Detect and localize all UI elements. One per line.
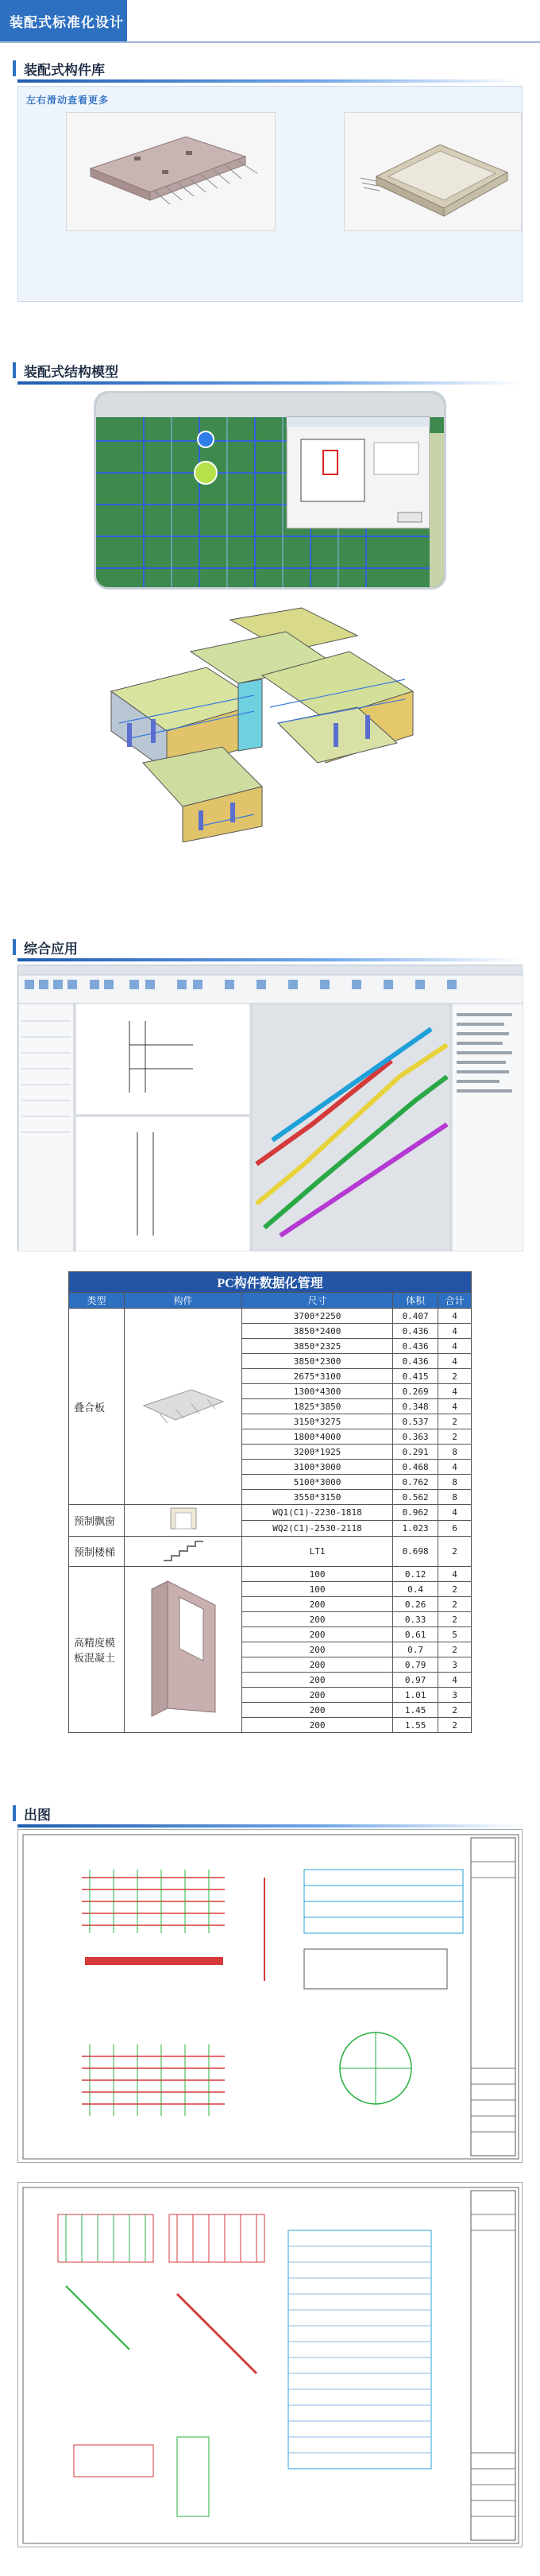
volume-cell: 0.363 (393, 1429, 438, 1445)
size-cell: 3550*3150 (242, 1490, 393, 1505)
total-cell: 3 (438, 1657, 472, 1673)
plan-grid-image (96, 393, 446, 590)
size-cell: WQ1(C1)-2230-1818 (242, 1505, 393, 1521)
volume-cell: 0.4 (393, 1582, 438, 1597)
total-cell: 4 (438, 1324, 472, 1339)
size-cell: 1300*4300 (242, 1384, 393, 1399)
volume-cell: 0.97 (393, 1673, 438, 1688)
section-divider (17, 79, 523, 83)
structure-plan-screenshot[interactable] (94, 391, 446, 590)
size-cell: 3150*3275 (242, 1414, 393, 1429)
building-3d-image (95, 604, 445, 842)
section-divider (17, 1824, 523, 1828)
header-divider (0, 41, 540, 43)
volume-cell: 0.12 (393, 1567, 438, 1582)
volume-cell: 0.468 (393, 1460, 438, 1475)
col-header-volume: 体积 (393, 1293, 438, 1309)
construction-drawing-image (18, 2183, 523, 2548)
section-title-text: 综合应用 (24, 942, 78, 957)
volume-cell: 0.348 (393, 1399, 438, 1414)
volume-cell: 0.436 (393, 1324, 438, 1339)
total-cell: 4 (438, 1384, 472, 1399)
table-caption: PC构件数据化管理 (69, 1272, 472, 1293)
bim-workspace-image (18, 965, 523, 1251)
size-cell: 200 (242, 1673, 393, 1688)
size-cell: 200 (242, 1627, 393, 1642)
total-cell: 2 (438, 1429, 472, 1445)
component-library-panel[interactable] (17, 86, 523, 302)
total-cell: 3 (438, 1688, 472, 1703)
total-cell: 4 (438, 1339, 472, 1354)
structure-3d-model[interactable] (95, 604, 445, 842)
volume-cell: 0.762 (393, 1475, 438, 1490)
total-cell: 8 (438, 1445, 472, 1460)
size-cell: 1800*4000 (242, 1429, 393, 1445)
total-cell: 4 (438, 1567, 472, 1582)
size-cell: LT1 (242, 1537, 393, 1567)
title-accent-bar (13, 1805, 16, 1821)
total-cell: 4 (438, 1354, 472, 1369)
size-cell: 3850*2325 (242, 1339, 393, 1354)
section-divider (17, 381, 523, 385)
volume-cell: 0.26 (393, 1597, 438, 1612)
volume-cell: 0.415 (393, 1369, 438, 1384)
size-cell: 200 (242, 1642, 393, 1657)
section-title-drawings (17, 1804, 51, 1824)
total-cell: 2 (438, 1642, 472, 1657)
category-cell: 高精度模板混凝土 (69, 1567, 125, 1733)
component-image-cell (125, 1567, 242, 1733)
wall-3d-image (136, 1573, 231, 1724)
size-cell: 3700*2250 (242, 1309, 393, 1324)
drawing-sheet-1[interactable] (17, 1829, 523, 2163)
total-cell: 4 (438, 1460, 472, 1475)
total-cell: 2 (438, 1537, 472, 1567)
volume-cell: 0.79 (393, 1657, 438, 1673)
volume-cell: 0.7 (393, 1642, 438, 1657)
total-cell: 4 (438, 1309, 472, 1324)
pc-component-table (68, 1271, 472, 1733)
size-cell: WQ2(C1)-2530-2118 (242, 1521, 393, 1537)
size-cell: 1825*3850 (242, 1399, 393, 1414)
table-row (69, 1505, 472, 1521)
category-cell: 预制楼梯 (69, 1537, 125, 1567)
section-title-library (17, 59, 105, 79)
total-cell: 2 (438, 1582, 472, 1597)
col-header-total: 合计 (438, 1293, 472, 1309)
col-header-size: 尺寸 (242, 1293, 393, 1309)
total-cell: 5 (438, 1627, 472, 1642)
table-row (69, 1309, 472, 1324)
volume-cell: 0.436 (393, 1339, 438, 1354)
slab-component-card[interactable] (66, 112, 276, 231)
total-cell: 2 (438, 1414, 472, 1429)
bim-software-screenshot[interactable] (17, 965, 523, 1251)
section-divider (17, 958, 523, 961)
page-header: 装配式标准化设计 (0, 0, 127, 41)
size-cell: 100 (242, 1567, 393, 1582)
size-cell: 200 (242, 1612, 393, 1627)
size-cell: 5100*3000 (242, 1475, 393, 1490)
volume-cell: 1.55 (393, 1718, 438, 1733)
drawing-sheet-2[interactable] (17, 2182, 523, 2547)
volume-cell: 0.291 (393, 1445, 438, 1460)
section-title-application (17, 938, 78, 957)
volume-cell: 0.33 (393, 1612, 438, 1627)
window-3d-image (345, 113, 523, 232)
stair-3d-image (156, 1537, 211, 1564)
slab-3d-image (136, 1382, 231, 1429)
table-row (69, 1537, 472, 1567)
size-cell: 2675*3100 (242, 1369, 393, 1384)
title-accent-bar (13, 362, 16, 378)
volume-cell: 1.023 (393, 1521, 438, 1537)
section-title-text: 装配式结构模型 (24, 365, 118, 380)
volume-cell: 0.962 (393, 1505, 438, 1521)
size-cell: 200 (242, 1657, 393, 1673)
total-cell: 8 (438, 1490, 472, 1505)
volume-cell: 0.698 (393, 1537, 438, 1567)
category-cell: 叠合板 (69, 1309, 125, 1505)
size-cell: 3200*1925 (242, 1445, 393, 1460)
total-cell: 2 (438, 1369, 472, 1384)
total-cell: 4 (438, 1505, 472, 1521)
total-cell: 2 (438, 1703, 472, 1718)
table-body (69, 1309, 472, 1733)
size-cell: 100 (242, 1582, 393, 1597)
title-accent-bar (13, 60, 16, 76)
volume-cell: 0.407 (393, 1309, 438, 1324)
construction-drawing-image (18, 1830, 523, 2164)
total-cell: 2 (438, 1718, 472, 1733)
size-cell: 200 (242, 1703, 393, 1718)
component-image-cell (125, 1309, 242, 1505)
size-cell: 3850*2400 (242, 1324, 393, 1339)
volume-cell: 0.537 (393, 1414, 438, 1429)
total-cell: 2 (438, 1612, 472, 1627)
component-image-cell (125, 1505, 242, 1537)
total-cell: 8 (438, 1475, 472, 1490)
col-header-component: 构件 (125, 1293, 242, 1309)
total-cell: 4 (438, 1399, 472, 1414)
volume-cell: 0.269 (393, 1384, 438, 1399)
volume-cell: 0.562 (393, 1490, 438, 1505)
col-header-type: 类型 (69, 1293, 125, 1309)
volume-cell: 1.01 (393, 1688, 438, 1703)
total-cell: 6 (438, 1521, 472, 1537)
component-image-cell (125, 1537, 242, 1567)
volume-cell: 1.45 (393, 1703, 438, 1718)
size-cell: 200 (242, 1688, 393, 1703)
table-row (69, 1567, 472, 1582)
total-cell: 2 (438, 1597, 472, 1612)
size-cell: 3850*2300 (242, 1354, 393, 1369)
slab-3d-image (67, 113, 276, 232)
size-cell: 200 (242, 1718, 393, 1733)
size-cell: 3100*3000 (242, 1460, 393, 1475)
volume-cell: 0.436 (393, 1354, 438, 1369)
section-title-structure (17, 361, 118, 381)
window-3d-image (160, 1505, 207, 1534)
volume-cell: 0.61 (393, 1627, 438, 1642)
category-cell: 预制飘窗 (69, 1505, 125, 1537)
section-title-text: 装配式构件库 (24, 63, 105, 78)
size-cell: 200 (242, 1597, 393, 1612)
total-cell: 4 (438, 1673, 472, 1688)
window-component-card[interactable] (344, 112, 522, 231)
swipe-hint: 左右滑动查看更多 (26, 95, 110, 106)
table-header-row (69, 1293, 472, 1309)
section-title-text: 出图 (24, 1808, 51, 1823)
title-accent-bar (13, 939, 16, 955)
